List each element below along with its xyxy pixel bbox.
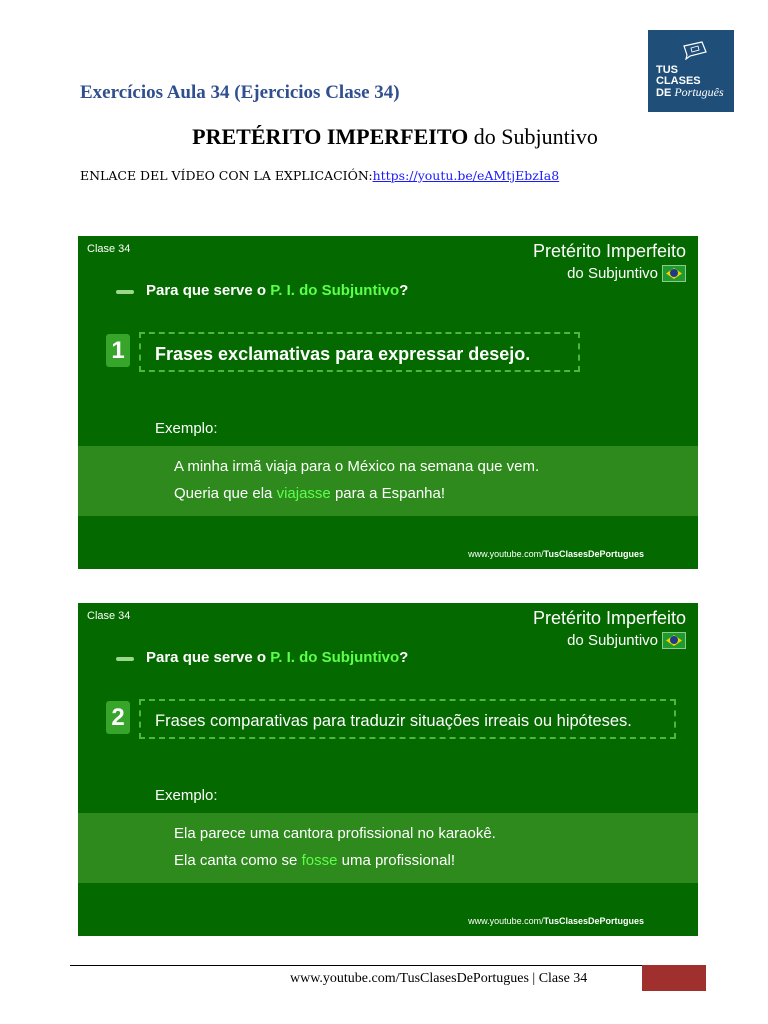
brazil-flag-icon	[662, 265, 686, 282]
tus-clases-logo	[648, 30, 734, 112]
brazil-flag-icon	[662, 632, 686, 649]
example-band	[78, 446, 698, 516]
dash-bullet-icon	[116, 290, 134, 294]
question-highlight: P. I. do Subjuntivo	[270, 282, 400, 299]
example-label: Exemplo:	[155, 787, 218, 804]
question-pre: Para que serve o	[146, 282, 271, 299]
video-link-label: ENLACE DEL VÍDEO CON LA EXPLICACIÓN:	[80, 168, 373, 183]
chat-bubble-icon	[682, 40, 708, 60]
document-subtitle: Exercícios Aula 34 (Ejercicios Clase 34)	[80, 82, 400, 103]
example-line-1: Ela parece uma cantora profissional no karaokê.	[174, 825, 496, 842]
logo-line-1: TUS	[656, 64, 678, 76]
slide-2	[78, 603, 698, 936]
example-band	[78, 813, 698, 883]
slide-subtitle-text: do Subjuntivo	[567, 632, 658, 649]
question-post: ?	[399, 282, 409, 299]
example-verb-highlight: fosse	[301, 852, 338, 869]
logo-line-2: CLASES	[656, 75, 701, 87]
example-line-1: A minha irmã viaja para o México na semana que vem.	[174, 458, 540, 475]
question-highlight: P. I. do Subjuntivo	[270, 649, 400, 666]
youtube-credit	[468, 916, 644, 926]
question-post: ?	[399, 649, 409, 666]
dash-bullet-icon	[116, 657, 134, 661]
video-link-line	[80, 168, 559, 183]
slide-title: Pretérito Imperfeito	[532, 608, 686, 628]
youtube-credit-channel: TusClasesDePortugues	[543, 549, 644, 559]
slide-question	[146, 649, 408, 666]
page-title	[0, 124, 768, 150]
footer-color-block	[642, 965, 706, 991]
page-title-rest: do Subjuntivo	[468, 124, 598, 149]
rule-box: Frases comparativas para traduzir situações irreais ou hipóteses.	[139, 699, 676, 739]
example-line-2-pre: Ela canta como se	[174, 852, 302, 869]
footer-text: www.youtube.com/TusClasesDePortugues | Clase 34	[290, 971, 588, 986]
video-link[interactable]: https://youtu.be/eAMtjEbzIa8	[372, 168, 560, 183]
slide-1	[78, 236, 698, 569]
footer-rule	[70, 965, 642, 966]
logo-portugues: Português	[674, 85, 724, 99]
example-line-2-pre: Queria que ela	[174, 485, 277, 502]
youtube-credit-pre: www.youtube.com/	[468, 549, 544, 559]
slide-clase-label: Clase 34	[87, 610, 131, 622]
logo-de: DE	[656, 87, 672, 99]
slide-subtitle-text: do Subjuntivo	[567, 265, 658, 282]
logo-line-3	[656, 86, 724, 99]
slide-title: Pretérito Imperfeito	[532, 241, 686, 261]
example-line-2	[174, 852, 455, 869]
slide-clase-label: Clase 34	[87, 243, 131, 255]
slide-subtitle	[567, 632, 686, 649]
example-line-2	[174, 485, 445, 502]
item-number-badge: 2	[106, 701, 130, 734]
youtube-credit-pre: www.youtube.com/	[468, 916, 544, 926]
example-line-2-post: uma profissional!	[337, 852, 455, 869]
page-title-bold: PRETÉRITO IMPERFEITO	[192, 124, 469, 149]
example-label: Exemplo:	[155, 420, 218, 437]
question-pre: Para que serve o	[146, 649, 271, 666]
example-line-2-post: para a Espanha!	[330, 485, 446, 502]
slide-subtitle	[567, 265, 686, 282]
slide-question	[146, 282, 408, 299]
item-number-badge: 1	[106, 334, 130, 367]
example-verb-highlight: viajasse	[276, 485, 331, 502]
youtube-credit-channel: TusClasesDePortugues	[543, 916, 644, 926]
youtube-credit	[468, 549, 644, 559]
rule-box: Frases exclamativas para expressar desejo.	[139, 332, 580, 372]
